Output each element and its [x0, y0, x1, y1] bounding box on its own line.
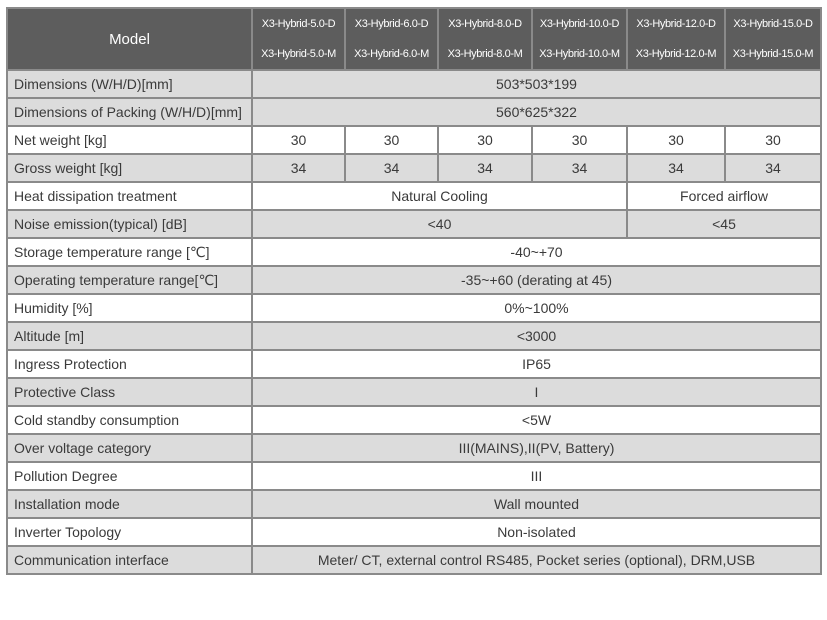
row-value: 503*503*199 — [252, 70, 821, 98]
table-row — [7, 462, 821, 490]
row-label: Humidity [%] — [7, 294, 252, 322]
table-row — [7, 322, 821, 350]
row-value: 30 — [345, 126, 438, 154]
row-label: Dimensions (W/H/D)[mm] — [7, 70, 252, 98]
model-d-name: X3-Hybrid-5.0-D — [261, 18, 336, 30]
row-value: -35~+60 (derating at 45) — [252, 266, 821, 294]
model-d-name: X3-Hybrid-6.0-D — [354, 18, 429, 30]
table-row — [7, 210, 821, 238]
row-label: Inverter Topology — [7, 518, 252, 546]
row-value: 0%~100% — [252, 294, 821, 322]
row-value: IP65 — [252, 350, 821, 378]
header-row — [7, 8, 821, 70]
row-label: Gross weight [kg] — [7, 154, 252, 182]
row-value: 30 — [252, 126, 345, 154]
model-m-name: X3-Hybrid-12.0-M — [635, 48, 717, 60]
row-label: Communication interface — [7, 546, 252, 574]
model-d-name: X3-Hybrid-8.0-D — [448, 18, 522, 30]
model-m-name: X3-Hybrid-6.0-M — [354, 48, 429, 60]
table-row — [7, 238, 821, 266]
row-label: Pollution Degree — [7, 462, 252, 490]
row-value: 30 — [438, 126, 532, 154]
model-d-name: X3-Hybrid-15.0-D — [733, 18, 813, 30]
row-label: Ingress Protection — [7, 350, 252, 378]
row-label: Heat dissipation treatment — [7, 182, 252, 210]
model-header — [7, 8, 252, 70]
row-value: 30 — [532, 126, 627, 154]
row-value: -40~+70 — [252, 238, 821, 266]
row-label: Operating temperature range[℃] — [7, 266, 252, 294]
model-d-name: X3-Hybrid-12.0-D — [636, 18, 716, 30]
table-row — [7, 266, 821, 294]
row-label: Net weight [kg] — [7, 126, 252, 154]
row-label: Noise emission(typical) [dB] — [7, 210, 252, 238]
row-value: <3000 — [252, 322, 821, 350]
model-m-name: X3-Hybrid-10.0-M — [539, 48, 620, 60]
table-row — [7, 518, 821, 546]
table-row — [7, 294, 821, 322]
table-row — [7, 406, 821, 434]
model-column-header — [532, 8, 627, 70]
row-value: Forced airflow — [627, 182, 821, 210]
model-column-header — [725, 8, 821, 70]
table-row — [7, 378, 821, 406]
model-d-name: X3-Hybrid-10.0-D — [539, 18, 620, 30]
row-label: Installation mode — [7, 490, 252, 518]
table-row — [7, 126, 821, 154]
row-value: <45 — [627, 210, 821, 238]
model-m-name: X3-Hybrid-15.0-M — [732, 48, 814, 60]
row-value: 34 — [532, 154, 627, 182]
model-column-header — [252, 8, 345, 70]
row-value: 34 — [438, 154, 532, 182]
model-header-label: Model — [109, 30, 150, 48]
table-row — [7, 182, 821, 210]
row-label: Altitude [m] — [7, 322, 252, 350]
row-value: Meter/ CT, external control RS485, Pocket series (optional), DRM,USB — [252, 546, 821, 574]
row-value: 34 — [345, 154, 438, 182]
table-row — [7, 98, 821, 126]
row-value: 34 — [252, 154, 345, 182]
row-value: 30 — [725, 126, 821, 154]
row-value: Non-isolated — [252, 518, 821, 546]
model-column-header — [627, 8, 725, 70]
row-label: Over voltage category — [7, 434, 252, 462]
table-row — [7, 154, 821, 182]
row-value: 560*625*322 — [252, 98, 821, 126]
table-row — [7, 546, 821, 574]
row-label: Cold standby consumption — [7, 406, 252, 434]
model-m-name: X3-Hybrid-8.0-M — [447, 48, 523, 60]
row-value: III(MAINS),II(PV, Battery) — [252, 434, 821, 462]
row-value: 34 — [627, 154, 725, 182]
row-value: 34 — [725, 154, 821, 182]
row-value: Natural Cooling — [252, 182, 627, 210]
spec-table — [6, 7, 822, 575]
model-m-name: X3-Hybrid-5.0-M — [261, 48, 336, 60]
model-column-header — [438, 8, 532, 70]
model-column-header — [345, 8, 438, 70]
row-value: Wall mounted — [252, 490, 821, 518]
row-value: III — [252, 462, 821, 490]
row-value: <5W — [252, 406, 821, 434]
row-label: Storage temperature range [℃] — [7, 238, 252, 266]
table-row — [7, 434, 821, 462]
row-value: <40 — [252, 210, 627, 238]
table-row — [7, 350, 821, 378]
row-value: 30 — [627, 126, 725, 154]
row-value: I — [252, 378, 821, 406]
table-row — [7, 70, 821, 98]
row-label: Protective Class — [7, 378, 252, 406]
table-row — [7, 490, 821, 518]
row-label: Dimensions of Packing (W/H/D)[mm] — [7, 98, 252, 126]
